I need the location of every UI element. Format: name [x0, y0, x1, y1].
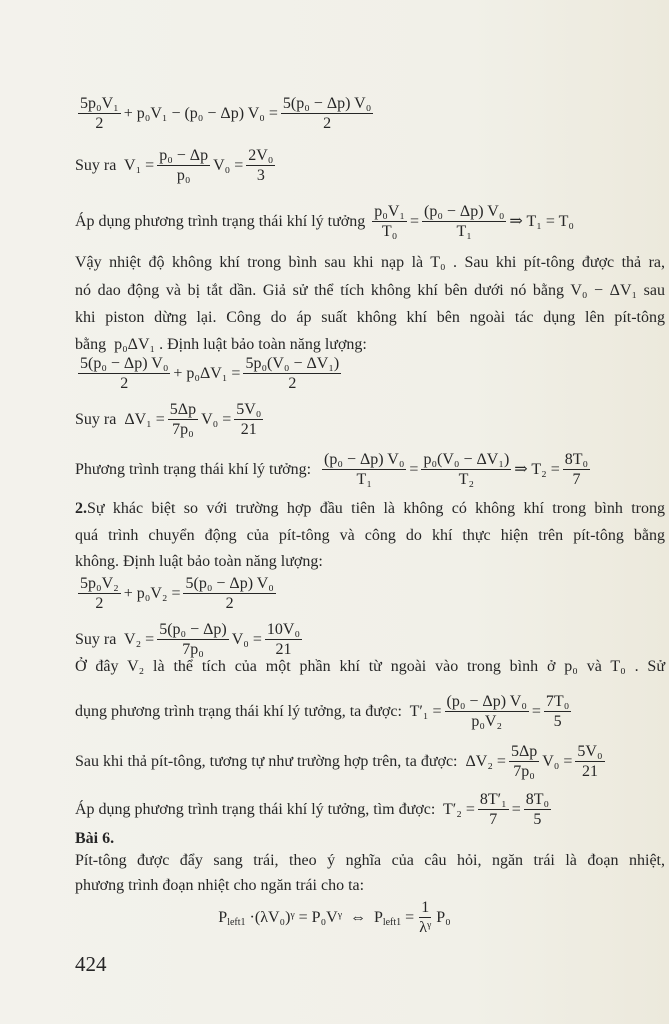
- denominator: 7p₀: [182, 641, 204, 658]
- energy-equation-3: [75, 574, 279, 613]
- page-number: 424: [75, 952, 107, 976]
- denominator: 5: [533, 811, 542, 828]
- text: Sau khi thả pít-tông, tương tự như trường hợp trên, ta được: ΔV₂ =: [75, 752, 506, 770]
- text: V₀ =: [213, 156, 244, 174]
- numerator: 8T₀: [525, 791, 550, 808]
- text: =: [531, 702, 541, 720]
- text: Suy ra V₂ =: [75, 630, 155, 648]
- numerator: (p₀ − Δp) V₀: [424, 203, 505, 220]
- result-v1: [75, 146, 278, 185]
- denominator: 3: [256, 167, 265, 184]
- fraction: [575, 742, 604, 781]
- text: + p₀V₂ =: [123, 584, 181, 602]
- text: =: [409, 212, 419, 230]
- fraction: [544, 692, 571, 731]
- fraction: [322, 450, 406, 489]
- text: V₀ =: [542, 752, 573, 770]
- paragraph-line: [75, 658, 665, 676]
- numerator: 5Δp: [169, 401, 197, 418]
- text: quá trình chuyển động của pít-tông và công do khí thực hiện trên pít-tông bằng: [75, 527, 665, 544]
- text: P: [218, 908, 228, 926]
- fraction: [157, 620, 229, 659]
- numerator: 8T₀: [564, 451, 589, 468]
- numerator: 5(p₀ − Δp) V₀: [282, 95, 372, 112]
- text: ⇒ T₂ =: [514, 460, 560, 478]
- bold-label: Bài 6.: [75, 830, 115, 847]
- paragraph-line: [75, 527, 665, 545]
- fraction: [78, 574, 121, 613]
- fraction: [372, 202, 407, 241]
- text: Phương trình trạng thái khí lý tưởng:: [75, 460, 320, 478]
- denominator: p₀V₂: [471, 713, 503, 730]
- numerator: 2V₀: [248, 147, 274, 164]
- text: nó dao động và bị tắt dần. Giả sử thể tích không khí bên dưới nó bằng V₀ − ΔV₁ sau: [75, 282, 665, 299]
- numerator: 5V₀: [236, 401, 262, 418]
- numerator: 5(p₀ − Δp): [159, 621, 227, 638]
- fraction: [524, 790, 551, 829]
- energy-equation-2: [75, 354, 344, 393]
- numerator: 8T′₁: [479, 791, 507, 808]
- part-2-line: [75, 500, 665, 518]
- text: Ở đây V₂ là thể tích của một phần khí từ ngoài vào trong bình ở p₀ và T₀ . Sử: [75, 658, 665, 675]
- text: =: [401, 908, 415, 926]
- numerator: 5p₀V₂: [80, 575, 119, 592]
- denominator: 7p₀: [172, 421, 194, 438]
- bold-label: 2.: [75, 500, 87, 517]
- text: =: [511, 800, 521, 818]
- denominator: 5: [553, 713, 562, 730]
- numerator: 5(p₀ − Δp) V₀: [80, 355, 169, 372]
- text: + p₀ΔV₁ =: [173, 364, 241, 382]
- numerator: 1: [421, 899, 430, 916]
- denominator: 7: [489, 811, 498, 828]
- fraction: [157, 146, 210, 185]
- text: Pít-tông được đẩy sang trái, theo ý nghĩa của câu hỏi, ngăn trái là đoạn nhiệt,: [75, 852, 665, 869]
- result-delta-v1: [75, 400, 266, 439]
- fraction: [246, 146, 275, 185]
- text: Sự khác biệt so với trường hợp đầu tiên là không có không khí trong bình trong: [87, 500, 665, 517]
- fraction: [234, 400, 263, 439]
- text: Áp dụng phương trình trạng thái khí lý tưởng: [75, 212, 370, 230]
- denominator: 7p₀: [513, 763, 535, 780]
- numerator: p₀ − Δp: [159, 147, 209, 164]
- ideal-gas-t2-prime: [75, 790, 554, 829]
- denominator: T₂: [458, 471, 475, 488]
- denominator: 2: [288, 375, 297, 392]
- fraction: [78, 94, 121, 133]
- text: Suy ra ΔV₁ =: [75, 410, 165, 428]
- text: phương trình đoạn nhiệt cho ngăn trái cho ta:: [75, 877, 365, 894]
- fraction: [168, 400, 198, 439]
- numerator: (p₀ − Δp) V₀: [446, 693, 527, 710]
- numerator: 5Δp: [510, 743, 538, 760]
- text: V₀ =: [201, 410, 232, 428]
- denominator: 2: [120, 375, 129, 392]
- text: không. Định luật bảo toàn năng lượng:: [75, 553, 323, 570]
- denominator: 21: [581, 763, 598, 780]
- fraction: [421, 450, 511, 489]
- paragraph-line: [75, 254, 665, 272]
- denominator: 2: [323, 115, 332, 132]
- denominator: 2: [225, 595, 234, 612]
- paragraph-line: [75, 336, 367, 354]
- numerator: 5(p₀ − Δp) V₀: [185, 575, 274, 592]
- denominator: p₀: [176, 167, 191, 184]
- numerator: 5p₀(V₀ − ΔV₁): [245, 355, 340, 372]
- text: khi piston dừng lại. Công do áp suất không khí bên ngoài tác dụng lên pít-tông: [75, 309, 665, 326]
- denominator: λᵞ: [419, 919, 432, 936]
- text: =: [409, 460, 419, 478]
- fraction: [243, 354, 341, 393]
- paragraph-line: [75, 852, 665, 870]
- energy-equation-1: [75, 94, 376, 133]
- section-heading-bai-6: [75, 830, 114, 848]
- subscript: left1: [382, 916, 402, 928]
- fraction: [78, 354, 170, 393]
- denominator: T₀: [381, 223, 398, 240]
- fraction: [281, 94, 373, 133]
- numerator: 7T₀: [545, 693, 570, 710]
- text: + p₀V₁ − (p₀ − Δp) V₀ =: [123, 104, 278, 122]
- text: dụng phương trình trạng thái khí lý tưởng, ta được: T′₁ =: [75, 702, 442, 720]
- fraction: [422, 202, 506, 241]
- subscript: left1: [227, 916, 246, 928]
- text: ·(λV₀)ᵞ = P₀Vᵞ ⇔ P: [245, 908, 383, 926]
- denominator: 2: [95, 115, 104, 132]
- text: P₀: [436, 908, 451, 926]
- fraction: [183, 574, 275, 613]
- fraction: [417, 898, 433, 937]
- denominator: 2: [95, 595, 104, 612]
- numerator: 5V₀: [577, 743, 603, 760]
- numerator: 10V₀: [266, 621, 301, 638]
- fraction: [478, 790, 509, 829]
- paragraph-line: [75, 309, 665, 327]
- denominator: 7: [572, 471, 581, 488]
- fraction: [563, 450, 590, 489]
- denominator: T₁: [456, 223, 472, 240]
- ideal-gas-t1: [75, 202, 574, 241]
- denominator: 21: [275, 641, 292, 658]
- numerator: p₀(V₀ − ΔV₁): [423, 451, 510, 468]
- text: Áp dụng phương trình trạng thái khí lý tưởng, tìm được: T′₂ =: [75, 800, 475, 818]
- paragraph-line: [75, 553, 323, 571]
- denominator: 21: [240, 421, 257, 438]
- fraction: [265, 620, 302, 659]
- adiabatic-equation: [0, 898, 669, 937]
- ideal-gas-t1-prime: [75, 692, 574, 731]
- text: V₀ =: [231, 630, 262, 648]
- fraction: [445, 692, 529, 731]
- numerator: p₀V₁: [374, 203, 405, 220]
- text: Vậy nhiệt độ không khí trong bình sau khi nạp là T₀ . Sau khi pít-tông được thả ra,: [75, 254, 665, 271]
- paragraph-line: [75, 877, 364, 895]
- fraction: [509, 742, 539, 781]
- ideal-gas-t2: [75, 450, 593, 489]
- numerator: (p₀ − Δp) V₀: [324, 451, 405, 468]
- numerator: 5p₀V₁: [80, 95, 119, 112]
- paragraph-line: [75, 282, 665, 300]
- result-delta-v2: [75, 742, 608, 781]
- text: Suy ra V₁ =: [75, 156, 155, 174]
- result-v2: [75, 620, 305, 659]
- denominator: T₁: [356, 471, 372, 488]
- text: ⇒ T₁ = T₀: [509, 212, 574, 230]
- text: bằng p₀ΔV₁ . Định luật bảo toàn năng lượng:: [75, 336, 367, 353]
